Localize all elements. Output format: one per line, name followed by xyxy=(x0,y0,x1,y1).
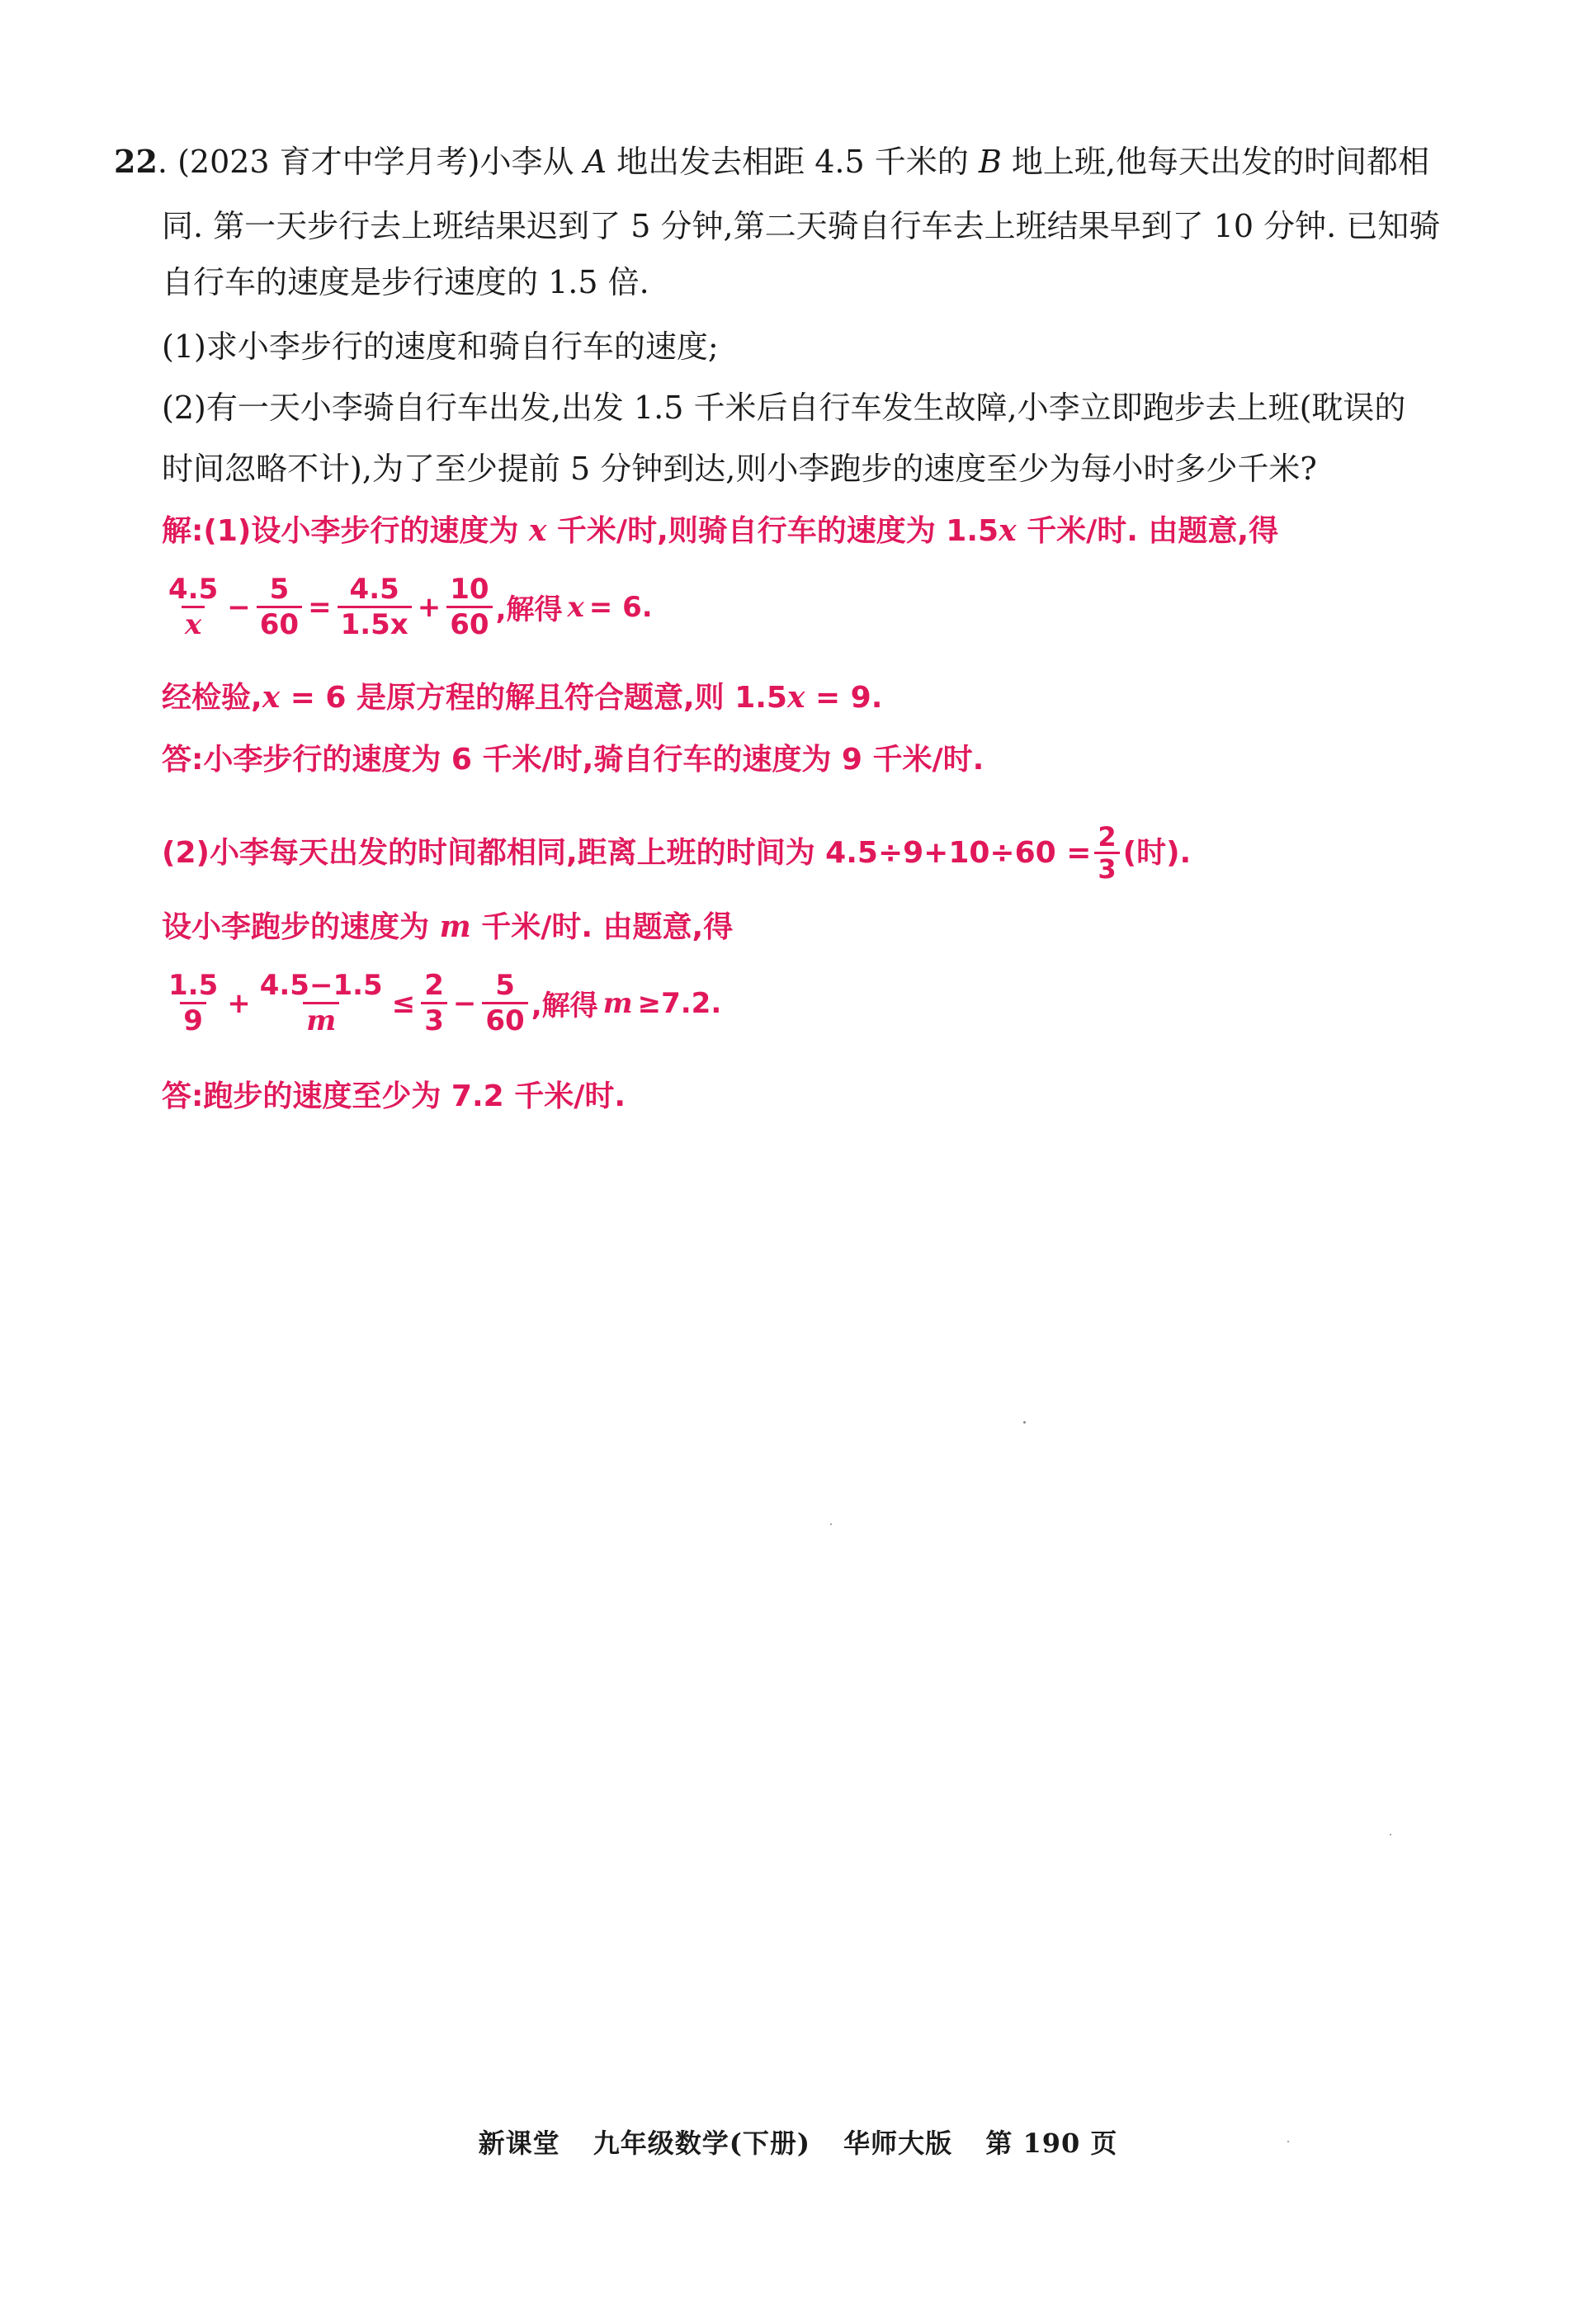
page-footer xyxy=(0,2123,1596,2161)
fraction: $\frac{4.5}{x}$ xyxy=(168,573,219,641)
question-line-3: 自行车的速度是步行速度的 1.5 倍. xyxy=(162,264,649,300)
scan-speck xyxy=(1390,1834,1391,1835)
fraction: $\frac{2}{3}$ xyxy=(421,969,447,1037)
answer-2: 答:跑步的速度至少为 7.2 千米/时. xyxy=(162,1079,626,1113)
fraction: $\frac{5}{60}$ xyxy=(482,969,527,1037)
scan-speck xyxy=(1023,1421,1026,1424)
equation-1: $\frac{4.5}{x}$ − $\frac{5}{60}$ = $\frac{4.5}{1.5x}$ + $\frac{10}{60}$ ,解得 x = 6. xyxy=(162,573,653,641)
fraction: $\frac{1.5}{9}$ xyxy=(168,969,219,1037)
solution-check: 经检验,x = 6 是原方程的解且符合题意,则 1.5x = 9. xyxy=(162,680,883,715)
fraction: $\frac{5}{60}$ xyxy=(257,573,302,641)
question-part-1: (1)求小李步行的速度和骑自行车的速度; xyxy=(162,328,719,365)
question-part-2-line-1: (2)有一天小李骑自行车出发,出发 1.5 千米后自行车发生故障,小李立即跑步去上班(耽误的 xyxy=(162,390,1406,426)
question-number: 22 xyxy=(114,143,158,180)
question-source: (2023 育才中学月考) xyxy=(177,144,480,180)
fraction: $\frac{2}{3}$ xyxy=(1094,822,1119,884)
scan-speck xyxy=(830,1523,832,1525)
solution-part-2-time: (2)小李每天出发的时间都相同,距离上班的时间为 4.5÷9+10÷60 = $\frac{2}{3}$ (时). xyxy=(162,821,1192,885)
footer-book: 新课堂 xyxy=(478,2128,560,2159)
answer-1: 答:小李步行的速度为 6 千米/时,骑自行车的速度为 9 千米/时. xyxy=(162,743,985,777)
footer-page-number: 第 190 页 xyxy=(985,2128,1118,2159)
solution-setup-1: 解:(1)设小李步行的速度为 x 千米/时,则骑自行车的速度为 1.5x 千米/时. 由题意,得 xyxy=(162,513,1279,548)
footer-grade: 九年级数学(下册) xyxy=(593,2128,811,2159)
fraction: $\frac{10}{60}$ xyxy=(446,573,492,641)
solution-setup-2: 设小李跑步的速度为 m 千米/时. 由题意,得 xyxy=(162,909,734,944)
footer-edition: 华师大版 xyxy=(843,2128,953,2159)
fraction: $\frac{4.5}{1.5x}$ xyxy=(338,573,412,641)
question-part-2-line-2: 时间忽略不计),为了至少提前 5 分钟到达,则小李跑步的速度至少为每小时多少千米? xyxy=(162,451,1317,487)
fraction: $\frac{4.5-1.5}{m}$ xyxy=(259,969,383,1037)
question-line-1: 22. (2023 育才中学月考)小李从 A 地出发去相距 4.5 千米的 B 地上班,他每天出发的时间都相 xyxy=(114,143,1429,180)
inequality-2: $\frac{1.5}{9}$ + $\frac{4.5-1.5}{m}$ ≤ $\frac{2}{3}$ − $\frac{5}{60}$ ,解得 m ≥7.2. xyxy=(162,969,721,1037)
question-line-2: 同. 第一天步行去上班结果迟到了 5 分钟,第二天骑自行车去上班结果早到了 10 分钟. 已知骑 xyxy=(162,208,1441,244)
